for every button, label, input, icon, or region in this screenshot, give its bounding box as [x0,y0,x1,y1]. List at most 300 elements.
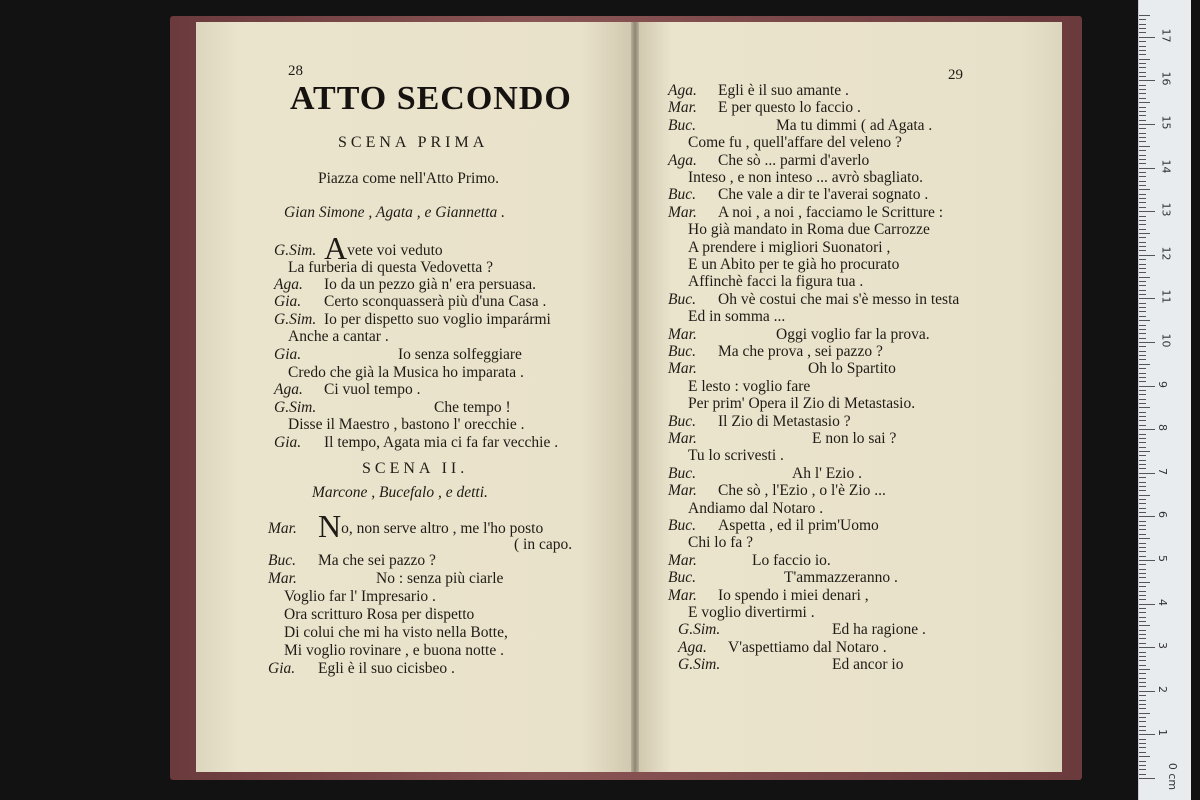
right-page [638,22,1062,772]
line-text: Il Zio di Metastasio ? [718,412,851,430]
ruler-tick [1139,93,1146,94]
ruler-tick [1139,41,1146,42]
line-text: Che sò ... parmi d'averlo [718,151,870,169]
ruler-tick [1139,403,1146,404]
dialogue-line [668,430,896,448]
line-text: Che vale a dir te l'averai sognato . [718,186,929,204]
ruler-tick [1139,713,1150,714]
line-text: Voglio far l' Impresario . [284,588,436,605]
ruler-tick [1139,682,1146,683]
ruler-tick [1139,608,1146,609]
ruler-label: 4 [1156,598,1169,606]
line-text: E voglio divertirmi . [688,604,815,621]
line-text: Ed in somma ... [688,308,786,326]
scene-heading: SCENA II. [362,460,469,477]
line-text: E per questo lo faccio . [718,99,861,117]
ruler-tick [1139,678,1146,679]
dialogue-line [668,186,928,204]
ruler-tick [1139,621,1146,622]
ruler-label: 10 [1159,333,1173,348]
ruler-tick [1139,198,1146,199]
ruler-tick [1139,434,1146,435]
dialogue-line [668,517,879,535]
ruler-tick [1139,72,1146,73]
dialogue-line [688,395,915,413]
ruler-tick [1139,19,1146,20]
ruler-tick [1139,778,1155,779]
ruler-tick [1139,521,1146,522]
ruler-tick [1139,499,1146,500]
ruler-tick [1139,294,1146,295]
speaker-name: Gia. [274,293,302,310]
ruler-tick [1139,691,1155,692]
ruler-tick [1139,538,1150,539]
ruler-tick [1139,451,1150,452]
dialogue-line [288,416,525,434]
ruler-tick [1139,695,1146,696]
scene-setting: Piazza come nell'Atto Primo. [318,170,499,187]
ruler-label: 13 [1159,202,1173,217]
ruler-tick [1139,37,1155,38]
speaker-name: Mar. [268,520,297,537]
ruler-tick [1139,277,1150,278]
ruler-tick [1139,211,1155,212]
line-text: Ma tu dimmi ( ad Agata . [776,116,933,134]
dialogue-line [668,99,861,117]
line-text: Ma che prova , sei pazzo ? [718,343,883,360]
line-text: Certo sconquasserà più d'una Casa . [324,293,547,310]
ruler-tick [1139,708,1146,709]
ruler-tick [1139,586,1146,587]
ruler-tick [1139,163,1146,164]
ruler-tick [1139,525,1146,526]
ruler-tick [1139,76,1146,77]
ruler-tick [1139,194,1146,195]
line-text: E lesto : voglio fare [688,377,811,395]
ruler-tick [1139,573,1146,574]
line-text: Per prim' Opera il Zio di Metastasio. [688,395,916,413]
ruler-tick [1139,155,1146,156]
dialogue-line [268,570,503,588]
ruler-tick [1139,381,1146,382]
ruler-tick [1139,298,1155,299]
ruler-label: 9 [1156,380,1169,388]
ruler-tick [1139,285,1146,286]
ruler-tick [1139,224,1146,225]
ruler-tick [1139,617,1146,618]
ruler-tick [1139,159,1146,160]
dialogue-line [678,639,887,657]
ruler-tick [1139,560,1155,561]
ruler-tick [1139,185,1146,186]
ruler-tick [1139,739,1146,740]
scene-characters: Gian Simone , Agata , e Giannetta . [284,204,505,221]
dialogue-line [688,500,823,518]
ruler-tick [1139,89,1146,90]
ruler-label: 16 [1159,71,1173,86]
ruler-label: 7 [1156,467,1169,475]
ruler-tick [1139,394,1146,395]
dialogue-line: ( in capo. [514,536,573,553]
dialogue-line [678,621,926,639]
dialogue-line [668,465,862,483]
speaker-name: G.Sim. [274,399,317,416]
ruler-tick [1139,373,1146,374]
dialogue-line [274,276,536,294]
speaker-name: Gia. [268,660,296,677]
speaker-name: Buc. [668,412,696,430]
ruler-tick [1139,255,1155,256]
ruler-tick [1139,774,1146,775]
dialogue-line [668,482,886,500]
line-text: Che sò , l'Ezio , o l'è Zio ... [718,482,886,500]
ruler-tick [1139,368,1146,369]
ruler-tick [1139,67,1146,68]
ruler-tick [1139,133,1146,134]
ruler-tick [1139,752,1146,753]
line-text: o, non serve altro , me l'ho posto [341,520,544,537]
dialogue-line [668,204,943,222]
ruler-tick [1139,464,1146,465]
ruler-tick [1139,377,1146,378]
dialogue-line [668,82,849,100]
dialogue-line [688,447,784,465]
line-text: La furberia di questa Vedovetta ? [288,259,494,276]
ruler-tick [1139,264,1146,265]
ruler-tick [1139,176,1146,177]
ruler-tick [1139,647,1155,648]
line-text: Oh vè costui che mai s'è messo in testa [718,290,960,308]
ruler-tick [1139,342,1155,343]
line-text: E un Abito per te già ho procurato [688,256,900,273]
speaker-name: G.Sim. [678,656,721,674]
ruler-tick [1139,700,1146,701]
ruler-tick [1139,63,1146,64]
ruler-tick [1139,216,1146,217]
dialogue-line [268,508,544,544]
speaker-name: Mar. [668,99,697,117]
ruler-tick [1139,486,1146,487]
ruler-tick [1139,268,1146,269]
ruler-tick [1139,577,1146,578]
line-text: vete voi veduto [347,242,443,259]
dialogue-line [274,293,546,311]
ruler-tick [1139,634,1146,635]
ruler-tick [1139,438,1146,439]
ruler-label: 17 [1159,28,1173,43]
ruler-tick [1139,442,1146,443]
ruler-tick [1139,529,1146,530]
speaker-name: Mar. [668,325,697,343]
ruler-label: 11 [1159,289,1173,304]
ruler-label: 14 [1159,159,1173,174]
line-text: Ah l' Ezio . [792,464,862,482]
ruler-tick [1139,704,1146,705]
ruler-tick [1139,564,1146,565]
speaker-name: Buc. [668,569,696,587]
ruler-tick [1139,237,1146,238]
ruler-tick [1139,246,1146,247]
drop-cap: A [324,230,348,266]
line-text: Ma che sei pazzo ? [318,552,436,569]
ruler-tick [1139,686,1146,687]
ruler-tick [1139,508,1146,509]
ruler-tick [1139,111,1146,112]
dialogue-line [688,273,863,291]
ruler-label: 5 [1156,555,1169,562]
ruler-tick [1139,290,1146,291]
ruler-tick [1139,726,1146,727]
ruler-tick [1139,59,1150,60]
ruler-tick [1139,346,1146,347]
line-text: No : senza più ciarle [376,570,504,587]
speaker-name: Mar. [668,430,697,447]
ruler-tick [1139,569,1146,570]
ruler-tick [1139,665,1146,666]
line-text: A noi , a noi , facciamo le Scritture : [718,203,944,221]
line-text: Ed ancor io [832,656,904,674]
ruler-tick [1139,150,1146,151]
ruler-tick [1139,612,1146,613]
ruler-tick [1139,495,1150,496]
ruler-tick [1139,386,1155,387]
speaker-name: Buc. [668,116,696,134]
line-text: T'ammazzeranno . [784,569,898,587]
dialogue-line [668,326,930,344]
speaker-name: Gia. [274,346,302,363]
ruler-tick [1139,638,1146,639]
line-text: Il tempo, Agata mia ci fa far vecchie . [324,434,559,451]
ruler-tick [1139,120,1146,121]
ruler-tick [1139,115,1146,116]
dialogue-line [678,656,903,674]
line-text: Ho già mandato in Roma due Carrozze [688,221,930,239]
ruler-tick [1139,80,1155,81]
ruler-tick [1139,630,1146,631]
line-text: Affinchè facci la figura tua . [688,273,864,291]
ruler-tick [1139,233,1150,234]
line-text: Egli è il suo cicisbeo . [318,660,455,677]
ruler-tick [1139,98,1146,99]
ruler-tick [1139,141,1146,142]
ruler-tick [1139,477,1146,478]
line-text: Credo che già la Musica ho imparata . [288,364,524,381]
page-number: 28 [288,63,303,79]
ruler-tick [1139,124,1155,125]
dialogue-line [688,534,753,552]
line-text: Ora scritturo Rosa per dispetto [284,606,475,623]
dialogue-line [274,346,522,364]
ruler-label: 1 [1156,729,1169,737]
dialogue-line [288,328,389,346]
line-text: Di colui che mi ha visto nella Botte, [284,624,508,641]
ruler-tick [1139,503,1146,504]
ruler-tick [1139,259,1146,260]
ruler-tick [1139,272,1146,273]
ruler-tick [1139,311,1146,312]
speaker-name: Buc. [668,343,696,360]
ruler-tick [1139,516,1155,517]
dialogue-line [668,360,896,378]
line-text: Io senza solfeggiare [398,346,522,363]
ruler-tick [1139,168,1155,169]
ruler-tick [1139,102,1150,103]
ruler-tick [1139,625,1150,626]
dialogue-line [274,434,558,452]
drop-cap: N [318,508,342,544]
ruler-tick [1139,730,1146,731]
speaker-name: Buc. [268,552,296,569]
ruler-tick [1139,303,1146,304]
dialogue-line [668,552,831,570]
line-text: Tu lo scrivesti . [688,447,784,465]
ruler-tick [1139,425,1146,426]
ruler-tick [1139,242,1146,243]
speaker-name: Buc. [668,517,696,534]
measuring-ruler [1138,0,1191,800]
ruler-tick [1139,643,1146,644]
ruler-tick [1139,85,1146,86]
ruler-tick [1139,333,1146,334]
ruler-tick [1139,128,1146,129]
ruler-tick [1139,50,1146,51]
ruler-tick [1139,15,1150,16]
ruler-tick [1139,652,1146,653]
dialogue-line [284,606,474,624]
dialogue-line [274,311,551,329]
ruler-tick [1139,556,1146,557]
line-text: Anche a cantar . [288,328,389,345]
line-text: Che tempo ! [434,399,511,416]
line-text: Io spendo i miei denari , [718,586,869,604]
line-text: Egli è il suo amante . [718,82,849,99]
line-text: Andiamo dal Notaro . [688,499,824,517]
ruler-tick [1139,660,1146,661]
ruler-tick [1139,420,1146,421]
dialogue-line [668,152,869,170]
ruler-tick [1139,769,1146,770]
ruler-tick [1139,320,1150,321]
ruler-tick [1139,32,1146,33]
speaker-name: Aga. [274,381,303,398]
dialogue-line [668,413,851,431]
line-text: A prendere i migliori Suonatori , [688,238,891,256]
ruler-tick [1139,551,1146,552]
ruler-tick [1139,747,1146,748]
dialogue-line [284,624,508,642]
ruler-tick [1139,717,1146,718]
ruler-tick [1139,28,1146,29]
ruler-tick [1139,490,1146,491]
dialogue-line [688,378,810,396]
dialogue-line [288,364,524,382]
dialogue-line [688,308,785,326]
line-text: Disse il Maestro , bastono l' orecchie . [288,416,525,433]
line-text: V'aspettiamo dal Notaro . [728,638,887,656]
ruler-tick [1139,338,1146,339]
ruler-label: 15 [1159,115,1173,130]
line-text: Come fu , quell'affare del veleno ? [688,134,902,152]
ruler-tick [1139,721,1146,722]
ruler-tick [1139,412,1146,413]
dialogue-line [668,569,898,587]
dialogue-line [284,642,504,660]
ruler-tick [1139,512,1146,513]
ruler-tick [1139,359,1146,360]
ruler-tick [1139,181,1146,182]
ruler-tick [1139,473,1155,474]
ruler-tick [1139,599,1146,600]
ruler-tick [1139,429,1155,430]
dialogue-line [288,259,493,277]
line-text: Ci vuol tempo . [324,381,421,398]
ruler-tick [1139,669,1150,670]
page-number: 29 [948,67,963,83]
line-text: Aspetta , ed il prim'Uomo [718,517,879,534]
ruler-tick [1139,229,1146,230]
speaker-name: Mar. [668,586,697,604]
ruler-tick [1139,756,1150,757]
ruler-tick [1139,146,1150,147]
ruler-tick [1139,673,1146,674]
speaker-name: G.Sim. [274,311,317,328]
ruler-tick [1139,743,1146,744]
line-text: Chi lo fa ? [688,534,753,552]
line-text: E non lo sai ? [812,430,897,447]
speaker-name: Mar. [268,570,297,587]
ruler-tick [1139,107,1146,108]
ruler-tick [1139,656,1146,657]
ruler-tick [1139,355,1146,356]
ruler-tick [1139,543,1146,544]
ruler-tick [1139,455,1146,456]
ruler-tick [1139,137,1146,138]
dialogue-line [284,588,436,606]
ruler-tick [1139,189,1150,190]
dialogue-line [688,221,930,239]
speaker-name: Aga. [668,82,697,99]
speaker-name: Gia. [274,434,302,451]
line-text: Inteso , e non inteso ... avrò sbagliato. [688,169,924,186]
dialogue-line [274,381,420,399]
ruler-tick [1139,351,1146,352]
speaker-name: Mar. [668,482,697,500]
ruler-tick [1139,307,1146,308]
ruler-label: 6 [1156,511,1169,519]
speaker-name: G.Sim. [678,621,721,639]
ruler-tick [1139,582,1150,583]
ruler-tick [1139,24,1146,25]
ruler-tick [1139,325,1146,326]
ruler-label: 3 [1156,642,1169,650]
dialogue-line [274,230,443,266]
line-text: Oggi voglio far la prova. [776,325,930,343]
ruler-label: 0 cm [1166,762,1180,791]
ruler-tick [1139,207,1146,208]
ruler-tick [1139,460,1146,461]
ruler-tick [1139,534,1146,535]
ruler-tick [1139,468,1146,469]
speaker-name: Mar. [668,203,697,221]
speaker-name: Buc. [668,186,696,204]
line-text: Ed ha ragione . [832,621,926,639]
ruler-tick [1139,482,1146,483]
ruler-label: 12 [1159,246,1173,261]
dialogue-line [268,660,455,678]
ruler-tick [1139,316,1146,317]
dialogue-line [688,239,890,257]
dialogue-line [688,134,902,152]
